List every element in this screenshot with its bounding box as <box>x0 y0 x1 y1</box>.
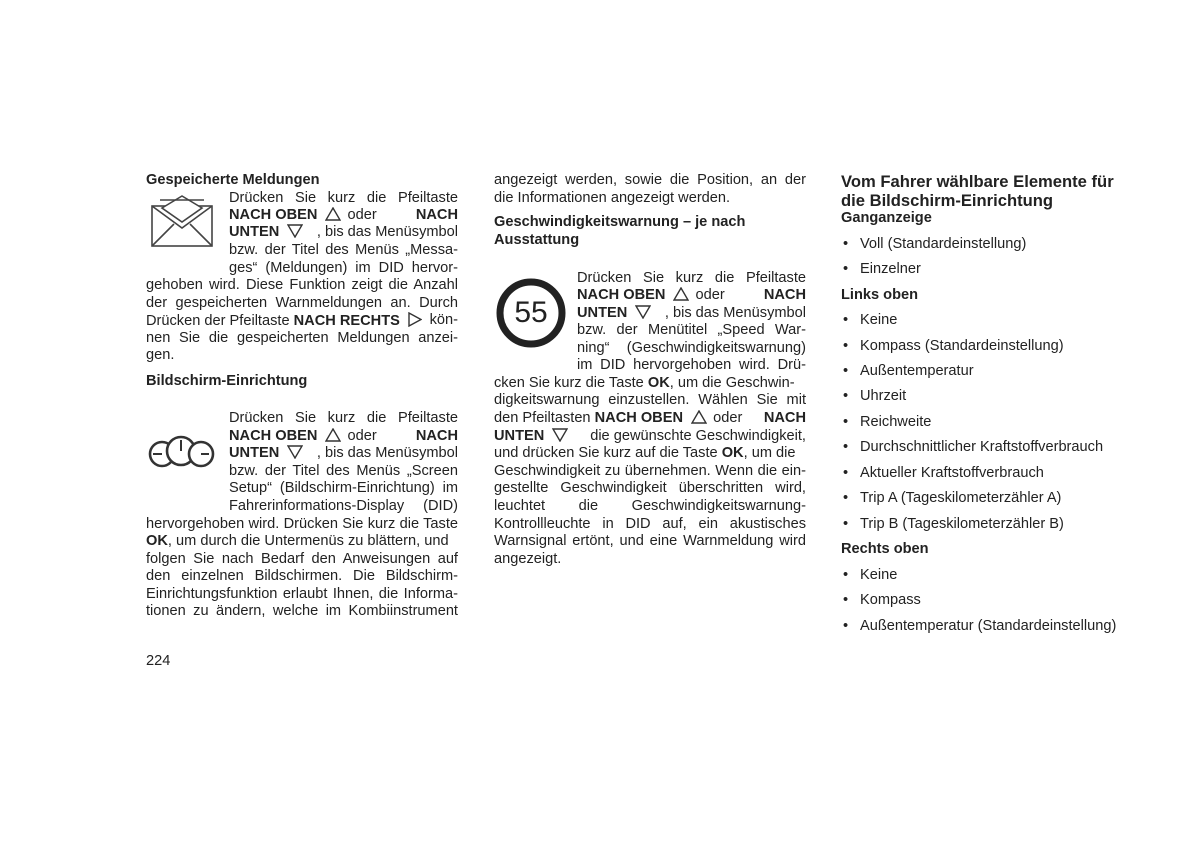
key-nach-oben: NACH OBEN <box>229 207 318 223</box>
col1-p1-line1: Drücken Sie kurz die Pfeiltaste <box>229 190 458 206</box>
text: und drücken Sie kurz auf die Taste <box>494 445 722 461</box>
word-oder: oder <box>713 410 743 426</box>
col1-p2-line3 <box>229 445 458 463</box>
col1-p2-line9: folgen Sie nach Bedarf den Anweisungen auf <box>146 551 458 567</box>
subheading-rechts-oben: Rechts oben <box>841 541 929 557</box>
text: cken Sie kurz die Taste <box>494 375 648 391</box>
key-ok: OK <box>647 375 670 391</box>
col1-p1-line6: gehoben wird. Diese Funktion zeigt die Anzahl <box>146 277 458 293</box>
col2-p0-line1: angezeigt werden, sowie die Position, an der <box>494 172 806 188</box>
key-unten: UNTEN <box>577 305 628 321</box>
gauges-icon <box>147 434 215 470</box>
text: , bis das Menüsymbol <box>316 445 458 461</box>
col2-p1-line3 <box>577 305 806 323</box>
col1-p2-line5: Setup“ (Bildschirm-Einrichtung) im <box>229 480 458 496</box>
col1-p1-line10: gen. <box>146 347 175 363</box>
col1-p1-line8 <box>146 312 458 331</box>
key-nach-rechts: NACH RECHTS <box>293 313 400 329</box>
key-unten: UNTEN <box>229 224 280 240</box>
col2-p1-line6: im DID hervorgehoben wird. Drü- <box>577 357 806 373</box>
col2-p1-line4: bzw. der Menütitel „Speed War- <box>577 322 806 338</box>
heading-bildschirm-einrichtung: Bildschirm-Einrichtung <box>146 373 308 389</box>
col2-p1-line17: angezeigt. <box>494 551 562 567</box>
col2-p1-line11 <box>494 445 806 463</box>
key-ok: OK <box>721 445 744 461</box>
col1-p2-line11: Einrichtungsfunktion erlaubt Ihnen, die Informa- <box>146 586 458 602</box>
word-oder: oder <box>695 287 725 303</box>
text: , um die <box>743 445 796 461</box>
col1-p1-line5: ges“ (Meldungen) im DID hervor- <box>229 260 458 276</box>
col2-p0-line2: die Informationen angezeigt werden. <box>494 190 731 206</box>
key-ok: OK <box>146 533 168 549</box>
col2-p1-line12: Geschwindigkeit zu übernehmen. Wenn die ein- <box>494 463 806 479</box>
text: den Pfeiltasten <box>494 410 595 426</box>
text: Drücken der Pfeiltaste <box>146 313 294 329</box>
text: , bis das Menüsymbol <box>664 305 806 321</box>
col2-p1-line9 <box>494 410 806 428</box>
key-nach: NACH <box>763 287 806 303</box>
col2-p1-line13: gestellte Geschwindigkeit überschritten wird, <box>494 480 806 496</box>
col3-heading-line2: die Bildschirm-Einrichtung <box>841 191 1054 210</box>
col1-p2-line4: bzw. der Titel des Menüs „Screen <box>229 463 458 479</box>
subheading-ganganzeige: Ganganzeige <box>841 210 932 226</box>
triangle-down-icon <box>635 305 651 319</box>
col1-p2-line10: den einzelnen Bildschirmen. Die Bildschirm- <box>146 568 458 584</box>
text: , bis das Menüsymbol <box>316 224 458 240</box>
col2-p1-line5: ning“ (Geschwindigkeitswarnung) <box>577 340 806 356</box>
speed-limit-icon <box>496 278 566 348</box>
triangle-up-icon <box>325 207 341 221</box>
triangle-down-icon <box>552 428 568 442</box>
col1-p2-line2 <box>229 428 458 446</box>
col2-p1-line7 <box>494 375 806 393</box>
key-nach-oben: NACH OBEN <box>594 410 683 426</box>
col2-p1-line2 <box>577 287 806 305</box>
col1-p2-line1: Drücken Sie kurz die Pfeiltaste <box>229 410 458 426</box>
triangle-down-icon <box>287 224 303 238</box>
col1-p1-line9: nen Sie die gespeicherten Meldungen anzei- <box>146 330 458 346</box>
text: die gewünschte Geschwindigkeit, <box>590 428 806 444</box>
col1-p1-line7: der gespeicherten Warnmeldungen an. Durch <box>146 295 458 311</box>
key-unten: UNTEN <box>229 445 280 461</box>
col2-p1-line15: Kontrollleuchte in DID auf, ein akustisches <box>494 516 806 532</box>
col1-p2-line7: hervorgehoben wird. Drücken Sie kurz die Taste <box>146 516 458 532</box>
col3-heading-line1: Vom Fahrer wählbare Elemente für <box>841 172 1114 191</box>
key-nach-oben: NACH OBEN <box>229 428 318 444</box>
subheading-links-oben: Links oben <box>841 287 919 303</box>
envelope-icon <box>150 194 214 248</box>
heading-ausstattung: Ausstattung <box>494 232 580 248</box>
triangle-down-icon <box>287 445 303 459</box>
col1-p1-line2 <box>229 207 458 225</box>
col1-p1-line3 <box>229 224 458 242</box>
col1-p2-line8 <box>146 533 458 551</box>
page-number: 224 <box>146 653 171 669</box>
text: kön- <box>429 312 458 328</box>
key-unten: UNTEN <box>494 428 545 444</box>
col1-p1-line4: bzw. der Titel des Menüs „Messa- <box>229 242 458 258</box>
key-nach: NACH <box>415 207 458 223</box>
col1-p2-line6: Fahrerinformations-Display (DID) <box>229 498 458 514</box>
heading-gespeicherte-meldungen: Gespeicherte Meldungen <box>146 172 320 188</box>
col2-p1-line14: leuchtet die Geschwindigkeitswarnung- <box>494 498 806 514</box>
text: , um die Geschwin- <box>669 375 795 391</box>
col2-p1-line8: digkeitswarnung einzustellen. Wählen Sie mit <box>494 392 806 408</box>
col1-p2-line12: tionen zu ändern, welche im Kombiinstrument <box>146 603 458 619</box>
col2-p1-line16: Warnsignal ertönt, und eine Warnmeldung wird <box>494 533 806 549</box>
speed-limit-value: 55 <box>514 296 548 329</box>
word-oder: oder <box>347 207 377 223</box>
triangle-up-icon <box>673 287 689 301</box>
col2-p1-line1: Drücken Sie kurz die Pfeiltaste <box>577 270 806 286</box>
key-nach: NACH <box>763 410 806 426</box>
col2-p1-line10 <box>494 428 806 446</box>
triangle-right-icon <box>408 312 422 327</box>
word-oder: oder <box>347 428 377 444</box>
triangle-up-icon <box>691 410 707 424</box>
key-nach-oben: NACH OBEN <box>577 287 666 303</box>
triangle-up-icon <box>325 428 341 442</box>
heading-geschwindigkeitswarnung: Geschwindigkeitswarnung – je nach <box>494 214 746 230</box>
key-nach: NACH <box>415 428 458 444</box>
text: , um durch die Untermenüs zu blättern, und <box>167 533 449 549</box>
